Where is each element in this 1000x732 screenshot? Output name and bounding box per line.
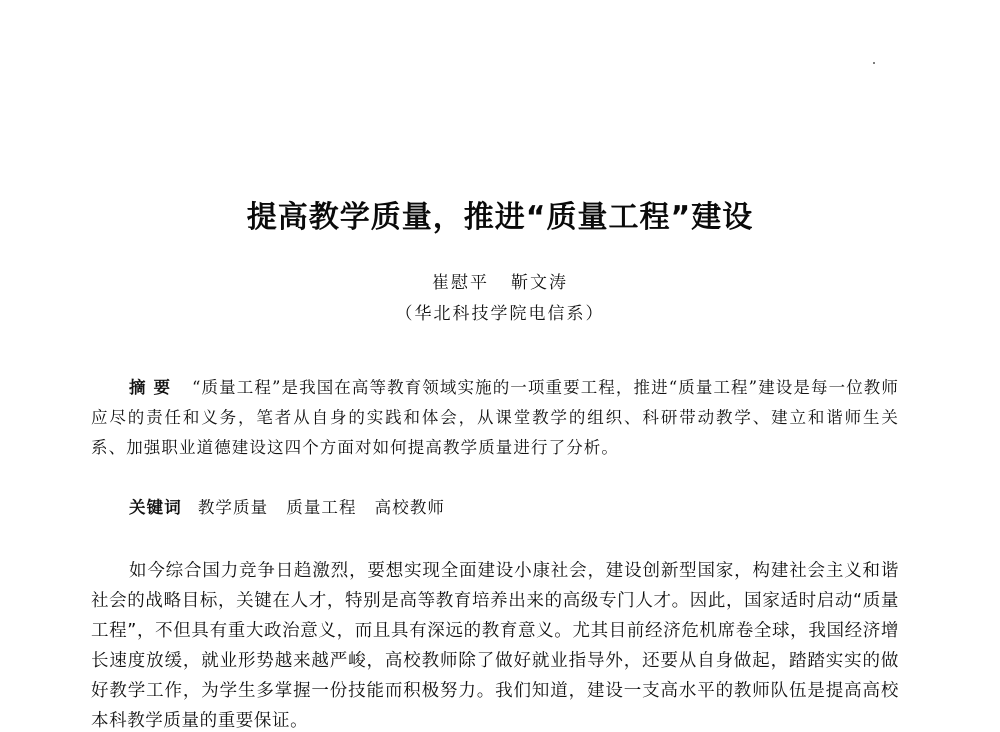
keyword: 教学质量	[197, 498, 269, 517]
paper-title: 提高教学质量，推进“质量工程”建设	[246, 200, 754, 235]
author-name: 崔慰平	[432, 273, 489, 293]
keywords-label: 关键词	[129, 498, 182, 517]
body-paragraph: 如今综合国力竞争日趋激烈，要想实现全面建设小康社会，建设创新型国家，构建社会主义和谐社会的战略目标，关键在人才，特别是高等教育培养出来的高级专门人才。因此，国家适时启动“质量工程”，不但具有重大政治意义，而且具有深远的教育意义。尤其目前经济危机席卷全球，我国经济增长速度放缓，就业形势越来越严峻，高校教师除了做好就业指导外，还要从自身做起，踏踏实实的做好教学工作，为学生多掌握一份技能而积极努力。我们知道，建设一支高水平的教师队伍是提高高校本科教学质量的重要保证。	[91, 561, 899, 731]
abstract-text: “质量工程”是我国在高等教育领域实施的一项重要工程，推进“质量工程”建设是每一位教师应尽的责任和义务，笔者从自身的实践和体会，从课堂教学的组织、科研带动教学、建立和谐师生关系、加强职业道德建设这四个方面对如何提高教学质量进行了分析。	[91, 378, 900, 457]
author-name: 靳文涛	[511, 273, 568, 293]
author-line	[0, 270, 1000, 296]
keyword: 质量工程	[286, 498, 357, 517]
keyword: 高校教师	[374, 498, 446, 517]
scan-speck	[873, 62, 875, 64]
abstract-label: 摘要	[129, 378, 179, 397]
abstract	[91, 373, 899, 463]
affiliation: （华北科技学院电信系）	[395, 304, 605, 324]
keywords	[129, 493, 899, 523]
